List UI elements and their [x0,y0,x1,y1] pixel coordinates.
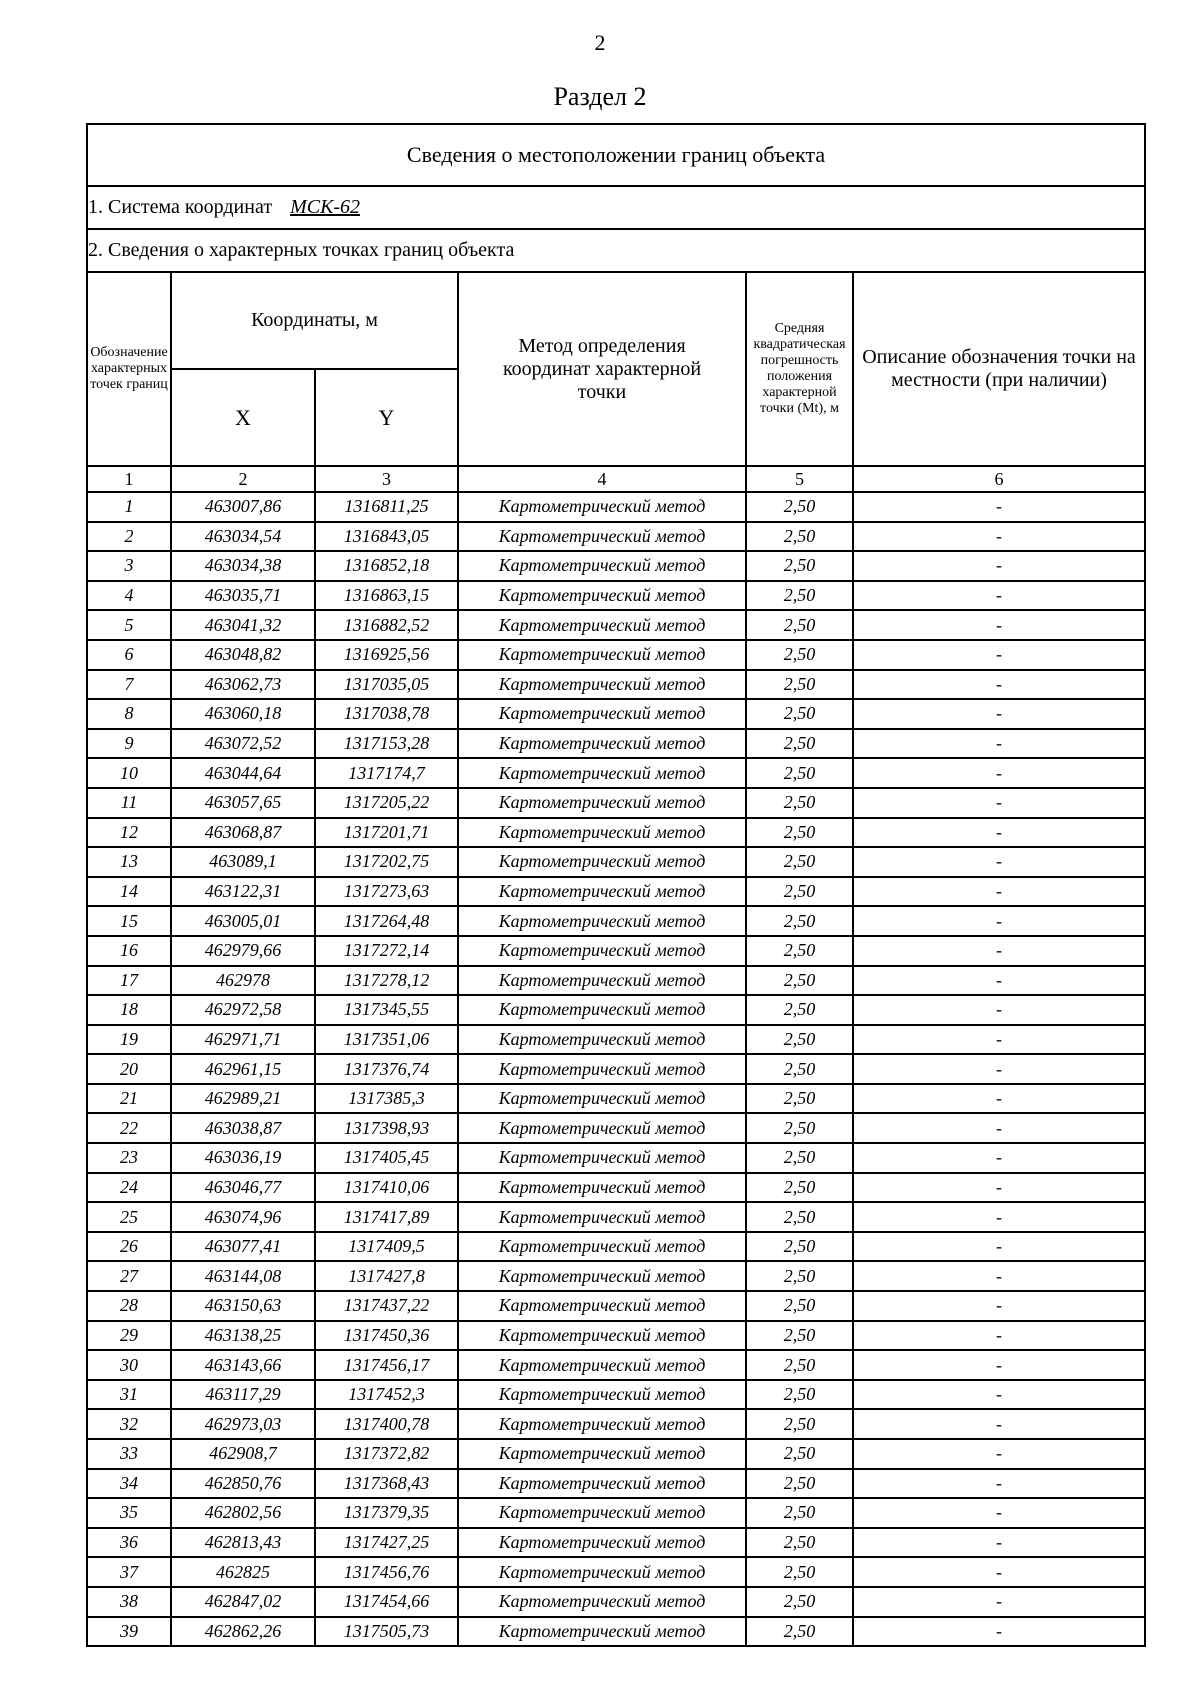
cell-method: Картометрический метод [458,995,746,1025]
column-numbers-row [87,466,1145,492]
cell-accuracy: 2,50 [746,1202,853,1232]
cell-coord-y: 1317035,05 [315,670,458,700]
cell-point-number: 4 [87,581,171,611]
cell-accuracy: 2,50 [746,906,853,936]
cell-coord-y: 1317202,75 [315,847,458,877]
cell-description: - [853,522,1145,552]
table-row [87,1261,1145,1291]
cell-point-number: 11 [87,788,171,818]
cell-coord-x: 462989,21 [171,1084,315,1114]
cell-method: Картометрический метод [458,1557,746,1587]
cell-method: Картометрический метод [458,1291,746,1321]
cell-point-number: 3 [87,551,171,581]
cell-method: Картометрический метод [458,1498,746,1528]
title-row [87,124,1145,186]
cell-coord-y: 1317385,3 [315,1084,458,1114]
cell-description: - [853,1528,1145,1558]
cell-point-number: 9 [87,729,171,759]
table-row [87,1617,1145,1647]
cell-coord-x: 462971,71 [171,1025,315,1055]
cell-method: Картометрический метод [458,1439,746,1469]
cell-method: Картометрический метод [458,847,746,877]
cell-coord-x: 463046,77 [171,1173,315,1203]
cell-description: - [853,1439,1145,1469]
cell-description: - [853,1143,1145,1173]
cell-description: - [853,1054,1145,1084]
cell-coord-y: 1317437,22 [315,1291,458,1321]
cell-method: Картометрический метод [458,670,746,700]
coord-system-row [87,186,1145,229]
cell-accuracy: 2,50 [746,640,853,670]
cell-point-number: 31 [87,1380,171,1410]
cell-coord-y: 1317417,89 [315,1202,458,1232]
cell-method: Картометрический метод [458,966,746,996]
cell-coord-y: 1317505,73 [315,1617,458,1647]
cell-method: Картометрический метод [458,1409,746,1439]
header-y: Y [315,369,458,466]
cell-description: - [853,1232,1145,1262]
cell-point-number: 14 [87,877,171,907]
cell-coord-y: 1317405,45 [315,1143,458,1173]
cell-accuracy: 2,50 [746,995,853,1025]
cell-coord-y: 1317351,06 [315,1025,458,1055]
cell-coord-y: 1317454,66 [315,1587,458,1617]
cell-coord-y: 1317153,28 [315,729,458,759]
cell-accuracy: 2,50 [746,936,853,966]
cell-point-number: 23 [87,1143,171,1173]
cell-description: - [853,1113,1145,1143]
cell-description: - [853,847,1145,877]
coord-system-cell [87,186,1145,229]
table-row [87,1232,1145,1262]
cell-coord-x: 462979,66 [171,936,315,966]
cell-coord-x: 462850,76 [171,1469,315,1499]
cell-method: Картометрический метод [458,610,746,640]
cell-coord-y: 1317450,36 [315,1321,458,1351]
table-row [87,670,1145,700]
cell-method: Картометрический метод [458,1143,746,1173]
cell-description: - [853,966,1145,996]
cell-coord-y: 1317427,25 [315,1528,458,1558]
cell-coord-x: 463034,38 [171,551,315,581]
cell-coord-x: 463057,65 [171,788,315,818]
cell-accuracy: 2,50 [746,818,853,848]
cell-coord-y: 1317372,82 [315,1439,458,1469]
table-row [87,551,1145,581]
cell-coord-y: 1317452,3 [315,1380,458,1410]
cell-coord-y: 1316863,15 [315,581,458,611]
cell-method: Картометрический метод [458,1350,746,1380]
cell-coord-y: 1317456,17 [315,1350,458,1380]
cell-coord-y: 1317400,78 [315,1409,458,1439]
cell-method: Картометрический метод [458,551,746,581]
cell-point-number: 38 [87,1587,171,1617]
cell-accuracy: 2,50 [746,847,853,877]
cell-coord-y: 1317409,5 [315,1232,458,1262]
cell-description: - [853,640,1145,670]
cell-method: Картометрический метод [458,1469,746,1499]
column-number: 3 [315,466,458,492]
cell-description: - [853,818,1145,848]
table-row [87,610,1145,640]
cell-coord-x: 463062,73 [171,670,315,700]
points-label-row [87,229,1145,272]
cell-coord-x: 462978 [171,966,315,996]
cell-coord-x: 463048,82 [171,640,315,670]
cell-method: Картометрический метод [458,788,746,818]
column-number: 2 [171,466,315,492]
cell-point-number: 5 [87,610,171,640]
cell-point-number: 39 [87,1617,171,1647]
cell-coord-x: 462972,58 [171,995,315,1025]
cell-point-number: 22 [87,1113,171,1143]
cell-description: - [853,1498,1145,1528]
column-number: 6 [853,466,1145,492]
cell-accuracy: 2,50 [746,581,853,611]
cell-accuracy: 2,50 [746,1054,853,1084]
cell-accuracy: 2,50 [746,1025,853,1055]
table-row [87,492,1145,522]
table-row [87,1469,1145,1499]
cell-coord-x: 463041,32 [171,610,315,640]
cell-point-number: 10 [87,758,171,788]
cell-accuracy: 2,50 [746,1528,853,1558]
table-row [87,966,1145,996]
cell-point-number: 29 [87,1321,171,1351]
table-row [87,1439,1145,1469]
cell-accuracy: 2,50 [746,492,853,522]
table-row [87,1291,1145,1321]
cell-coord-x: 463089,1 [171,847,315,877]
cell-coord-y: 1317427,8 [315,1261,458,1291]
cell-accuracy: 2,50 [746,1498,853,1528]
cell-description: - [853,729,1145,759]
cell-method: Картометрический метод [458,1173,746,1203]
cell-coord-y: 1317379,35 [315,1498,458,1528]
cell-coord-y: 1317201,71 [315,818,458,848]
cell-point-number: 1 [87,492,171,522]
page-number: 2 [594,30,606,55]
cell-accuracy: 2,50 [746,1469,853,1499]
cell-point-number: 18 [87,995,171,1025]
cell-point-number: 34 [87,1469,171,1499]
cell-coord-x: 462862,26 [171,1617,315,1647]
cell-point-number: 36 [87,1528,171,1558]
cell-description: - [853,1202,1145,1232]
table-row [87,1084,1145,1114]
table-row [87,936,1145,966]
cell-point-number: 30 [87,1350,171,1380]
cell-coord-x: 462802,56 [171,1498,315,1528]
cell-coord-y: 1317410,06 [315,1173,458,1203]
cell-coord-y: 1317038,78 [315,699,458,729]
cell-coord-y: 1316882,52 [315,610,458,640]
cell-description: - [853,551,1145,581]
table-row [87,729,1145,759]
table-row [87,1587,1145,1617]
cell-point-number: 28 [87,1291,171,1321]
header-description: Описание обозначения точки на местности (при наличии) [853,272,1145,466]
cell-description: - [853,995,1145,1025]
cell-point-number: 21 [87,1084,171,1114]
table-row [87,1350,1145,1380]
cell-accuracy: 2,50 [746,1291,853,1321]
cell-accuracy: 2,50 [746,758,853,788]
cell-description: - [853,906,1145,936]
cell-method: Картометрический метод [458,1084,746,1114]
cell-accuracy: 2,50 [746,1261,853,1291]
table-row [87,995,1145,1025]
cell-coord-x: 463143,66 [171,1350,315,1380]
table-row [87,758,1145,788]
cell-point-number: 35 [87,1498,171,1528]
coord-system-label: 1. Система координат [88,196,273,218]
cell-point-number: 17 [87,966,171,996]
cell-accuracy: 2,50 [746,1350,853,1380]
cell-method: Картометрический метод [458,729,746,759]
cell-description: - [853,1291,1145,1321]
cell-method: Картометрический метод [458,640,746,670]
table-row [87,1054,1145,1084]
cell-description: - [853,1173,1145,1203]
cell-point-number: 12 [87,818,171,848]
table-title: Сведения о местоположении границ объекта [87,124,1145,186]
header-accuracy: Средняя квадратическая погрешность положения характерной точки (Mt), м [746,272,853,466]
cell-accuracy: 2,50 [746,699,853,729]
cell-coord-x: 463036,19 [171,1143,315,1173]
cell-coord-y: 1317205,22 [315,788,458,818]
cell-description: - [853,1261,1145,1291]
cell-point-number: 27 [87,1261,171,1291]
cell-coord-x: 463122,31 [171,877,315,907]
cell-description: - [853,877,1145,907]
table-row [87,847,1145,877]
cell-point-number: 16 [87,936,171,966]
cell-coord-x: 463150,63 [171,1291,315,1321]
table-row [87,1498,1145,1528]
cell-accuracy: 2,50 [746,1409,853,1439]
cell-description: - [853,758,1145,788]
cell-point-number: 26 [87,1232,171,1262]
cell-method: Картометрический метод [458,1025,746,1055]
cell-accuracy: 2,50 [746,670,853,700]
cell-coord-x: 462961,15 [171,1054,315,1084]
cell-accuracy: 2,50 [746,1557,853,1587]
cell-coord-x: 463138,25 [171,1321,315,1351]
boundary-table [86,123,1146,1647]
cell-coord-y: 1317273,63 [315,877,458,907]
cell-description: - [853,1469,1145,1499]
cell-coord-y: 1317456,76 [315,1557,458,1587]
cell-coord-y: 1317278,12 [315,966,458,996]
cell-coord-y: 1317272,14 [315,936,458,966]
cell-point-number: 24 [87,1173,171,1203]
cell-description: - [853,492,1145,522]
cell-description: - [853,1321,1145,1351]
cell-method: Картометрический метод [458,1232,746,1262]
cell-coord-x: 463077,41 [171,1232,315,1262]
cell-method: Картометрический метод [458,906,746,936]
cell-coord-x: 463117,29 [171,1380,315,1410]
cell-point-number: 8 [87,699,171,729]
cell-coord-x: 463038,87 [171,1113,315,1143]
cell-method: Картометрический метод [458,1054,746,1084]
cell-method: Картометрический метод [458,522,746,552]
cell-description: - [853,1617,1145,1647]
column-number: 4 [458,466,746,492]
header-coordinates: Координаты, м [171,272,458,369]
cell-method: Картометрический метод [458,699,746,729]
cell-coord-y: 1316852,18 [315,551,458,581]
cell-coord-x: 462825 [171,1557,315,1587]
cell-coord-x: 463044,64 [171,758,315,788]
cell-coord-y: 1317345,55 [315,995,458,1025]
cell-accuracy: 2,50 [746,1143,853,1173]
cell-point-number: 25 [87,1202,171,1232]
cell-method: Картометрический метод [458,1261,746,1291]
table-row [87,1380,1145,1410]
cell-description: - [853,699,1145,729]
table-row [87,1557,1145,1587]
table-row [87,699,1145,729]
cell-coord-x: 462813,43 [171,1528,315,1558]
cell-point-number: 33 [87,1439,171,1469]
table-row [87,1321,1145,1351]
table-row [87,818,1145,848]
cell-method: Картометрический метод [458,1202,746,1232]
cell-method: Картометрический метод [458,936,746,966]
cell-point-number: 15 [87,906,171,936]
cell-accuracy: 2,50 [746,1587,853,1617]
header-row-1 [87,272,1145,369]
table-row [87,1202,1145,1232]
cell-coord-y: 1317264,48 [315,906,458,936]
cell-method: Картометрический метод [458,1113,746,1143]
cell-method: Картометрический метод [458,877,746,907]
cell-method: Картометрический метод [458,1380,746,1410]
table-row [87,1113,1145,1143]
cell-coord-x: 463007,86 [171,492,315,522]
table-row [87,640,1145,670]
cell-accuracy: 2,50 [746,1084,853,1114]
table-row [87,1143,1145,1173]
cell-point-number: 7 [87,670,171,700]
cell-point-number: 2 [87,522,171,552]
cell-coord-x: 463068,87 [171,818,315,848]
table-row [87,877,1145,907]
cell-method: Картометрический метод [458,758,746,788]
cell-description: - [853,1380,1145,1410]
cell-method: Картометрический метод [458,818,746,848]
cell-point-number: 6 [87,640,171,670]
table-row [87,1173,1145,1203]
cell-accuracy: 2,50 [746,1439,853,1469]
table-row [87,581,1145,611]
cell-accuracy: 2,50 [746,1173,853,1203]
cell-description: - [853,936,1145,966]
cell-coord-x: 463144,08 [171,1261,315,1291]
coord-system-value: МСК-62 [290,196,361,218]
table-row [87,1409,1145,1439]
column-number: 1 [87,466,171,492]
cell-accuracy: 2,50 [746,1380,853,1410]
cell-description: - [853,581,1145,611]
cell-coord-x: 462908,7 [171,1439,315,1469]
cell-coord-x: 463035,71 [171,581,315,611]
section-title: Раздел 2 [553,82,647,111]
cell-description: - [853,670,1145,700]
points-label: 2. Сведения о характерных точках границ объекта [87,229,1145,272]
cell-accuracy: 2,50 [746,1321,853,1351]
cell-method: Картометрический метод [458,1617,746,1647]
cell-coord-y: 1317368,43 [315,1469,458,1499]
cell-description: - [853,1350,1145,1380]
table-row [87,906,1145,936]
table-row [87,522,1145,552]
table-row [87,788,1145,818]
cell-description: - [853,1409,1145,1439]
cell-accuracy: 2,50 [746,551,853,581]
table-row [87,1528,1145,1558]
cell-description: - [853,1025,1145,1055]
cell-method: Картометрический метод [458,1587,746,1617]
cell-accuracy: 2,50 [746,1617,853,1647]
cell-coord-y: 1317376,74 [315,1054,458,1084]
cell-accuracy: 2,50 [746,1113,853,1143]
cell-method: Картометрический метод [458,1321,746,1351]
cell-coord-y: 1317174,7 [315,758,458,788]
cell-description: - [853,788,1145,818]
cell-coord-y: 1317398,93 [315,1113,458,1143]
cell-point-number: 13 [87,847,171,877]
cell-point-number: 37 [87,1557,171,1587]
cell-accuracy: 2,50 [746,1232,853,1262]
header-method: Метод определения координат характерной точки [458,272,746,466]
cell-point-number: 32 [87,1409,171,1439]
cell-method: Картометрический метод [458,1528,746,1558]
cell-coord-x: 463034,54 [171,522,315,552]
cell-accuracy: 2,50 [746,610,853,640]
cell-description: - [853,610,1145,640]
cell-coord-x: 463074,96 [171,1202,315,1232]
cell-accuracy: 2,50 [746,966,853,996]
header-point-label: Обозначение характерных точек границ [87,272,171,466]
cell-description: - [853,1587,1145,1617]
cell-accuracy: 2,50 [746,788,853,818]
cell-coord-y: 1316925,56 [315,640,458,670]
cell-coord-x: 462973,03 [171,1409,315,1439]
cell-method: Картометрический метод [458,492,746,522]
table-row [87,1025,1145,1055]
column-number: 5 [746,466,853,492]
cell-method: Картометрический метод [458,581,746,611]
cell-point-number: 19 [87,1025,171,1055]
cell-coord-x: 462847,02 [171,1587,315,1617]
cell-description: - [853,1084,1145,1114]
cell-accuracy: 2,50 [746,522,853,552]
cell-accuracy: 2,50 [746,729,853,759]
cell-accuracy: 2,50 [746,877,853,907]
cell-coord-y: 1316811,25 [315,492,458,522]
cell-point-number: 20 [87,1054,171,1084]
header-x: X [171,369,315,466]
cell-coord-x: 463060,18 [171,699,315,729]
cell-coord-x: 463005,01 [171,906,315,936]
cell-coord-y: 1316843,05 [315,522,458,552]
cell-coord-x: 463072,52 [171,729,315,759]
cell-description: - [853,1557,1145,1587]
